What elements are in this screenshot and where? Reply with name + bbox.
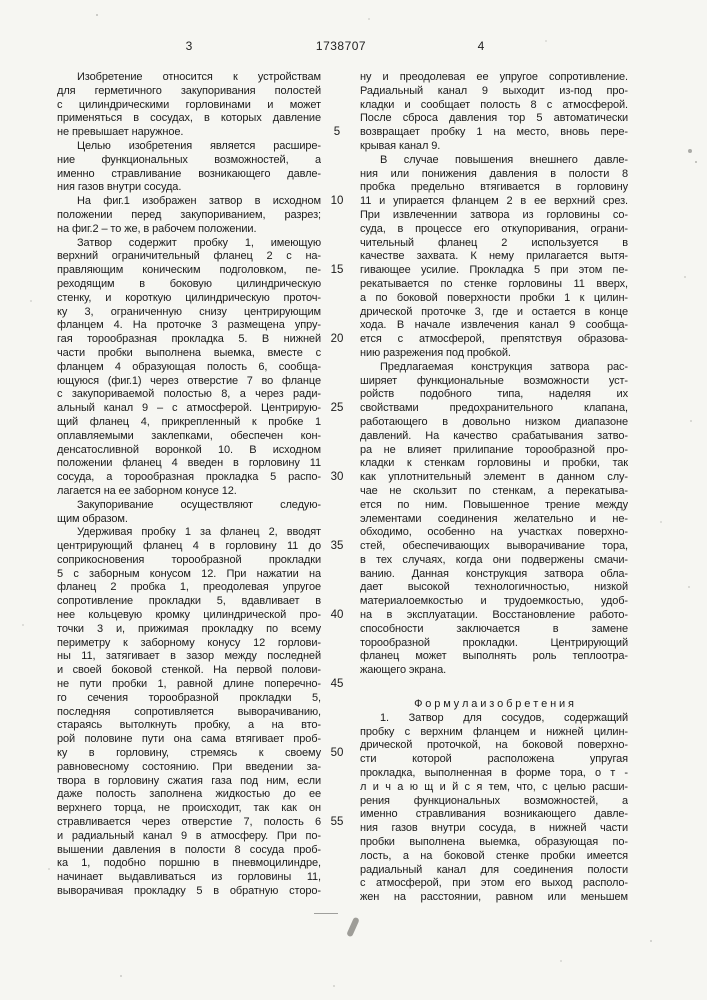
text-line: жен на расстоянии, равном или меньшем bbox=[360, 891, 628, 904]
text-line: щий фланец 4, прикрепленный к пробке 1 bbox=[57, 415, 321, 428]
text-line: лость, а на боковой стенке пробки имеется bbox=[360, 849, 628, 862]
text-line: ку в горловину, стремясь к своему bbox=[57, 747, 321, 760]
text-line: ния или понижения давления в полости 8 bbox=[360, 167, 628, 180]
text-line: стенку, и короткую цилиндрическую проточ- bbox=[57, 291, 321, 304]
line-number: 45 bbox=[330, 678, 344, 691]
text-line: выворачивая прокладку 5 в обратную сторо- bbox=[57, 885, 321, 898]
text-line: способности заключается в замене bbox=[360, 622, 628, 635]
text-line: нию разрежения под пробкой. bbox=[360, 346, 511, 359]
text-line: суда, в процессе его откупоривания, ограни- bbox=[360, 222, 628, 235]
text-line: нее кольцевую кромку цилиндрической про- bbox=[57, 609, 321, 622]
text-line: даже полость заполнена жидкостью до ее bbox=[57, 788, 321, 801]
section-heading bbox=[360, 698, 628, 712]
paragraph bbox=[57, 526, 321, 899]
text-line: ку 3, ограниченную снизу центрирующим bbox=[57, 305, 321, 318]
text-line: л и ч а ю щ и й с я тем, что, с целью расши- bbox=[360, 780, 628, 793]
text-line: Предлагаемая конструкция затвора рас- bbox=[380, 360, 628, 373]
text-line: возвращает пробку 1 на место, вновь пере- bbox=[360, 126, 628, 139]
text-line: Радиальный канал 9 выходит из-под про- bbox=[360, 84, 628, 97]
text-line: последняя сопротивляется выворачиванию, bbox=[57, 705, 321, 718]
text-line: прокладка, выполненная в форме тора, о т - bbox=[360, 767, 628, 780]
text-line: с цилиндрическими горловинами и может bbox=[57, 98, 321, 111]
text-line: ние функциональных возможностей, а bbox=[57, 153, 321, 166]
text-line: для герметичного закупоривания полостей bbox=[57, 84, 321, 97]
text-line: стей, обеспечивающих выворачивание тора, bbox=[360, 540, 628, 553]
text-line: Ф о р м у л а и з о б р е т е н и я bbox=[414, 698, 574, 711]
text-line: пробку с верхним фланцем и нижней цилин- bbox=[360, 725, 628, 738]
paragraph bbox=[360, 71, 628, 154]
text-line: равновесному состоянию. При введении за- bbox=[57, 760, 321, 773]
text-line: с закупориваемой полостью 8, а через ради- bbox=[57, 388, 321, 401]
line-number: 15 bbox=[330, 264, 344, 277]
scan-ink-mark bbox=[346, 917, 360, 938]
text-line: ется по ним. Повышенное трение между bbox=[360, 498, 628, 511]
text-line: хода. В начале извлечения канал 9 сообща- bbox=[360, 319, 628, 332]
line-number: 50 bbox=[330, 747, 344, 760]
text-column-left bbox=[57, 71, 321, 899]
line-number: 25 bbox=[330, 402, 344, 415]
text-line: альный канал 9 – с атмосферой. Центрирую- bbox=[57, 402, 321, 415]
text-line: На фиг.1 изображен затвор в исходном bbox=[77, 195, 321, 208]
line-number: 40 bbox=[330, 609, 344, 622]
text-line: именно стравливание возникающего давле- bbox=[57, 167, 321, 180]
text-line: кладки и сообщает полость 8 с атмосферой. bbox=[360, 98, 628, 111]
text-line: сопротивление прокладки 5, вдавливает в bbox=[57, 595, 321, 608]
text-line: верхний ограничительный фланец 2 с на- bbox=[57, 250, 321, 263]
text-line: положении фланец 4 введен в горловину 11 bbox=[57, 457, 321, 470]
text-line: на фиг.2 – то же, в рабочем положении. bbox=[57, 222, 257, 235]
patent-number: 1738707 bbox=[315, 39, 367, 53]
text-line: не пути пробки 1, равной длине поперечно- bbox=[57, 678, 321, 691]
paragraph bbox=[57, 499, 321, 527]
text-line: твора в горловину сжатия газа под ним, если bbox=[57, 774, 321, 787]
text-line: фланец 2 пробка 1, преодолевая упругое bbox=[57, 581, 321, 594]
text-line: торообразной прокладки. Центрирующий bbox=[360, 636, 628, 649]
text-line: ширяет функциональные возможности уст- bbox=[360, 374, 628, 387]
text-line: точки 3 и, прижимая прокладку по всему bbox=[57, 622, 321, 635]
text-line: ны 11, затягивает в зазор между последней bbox=[57, 650, 321, 663]
text-line: В случае повышения внешнего давле- bbox=[380, 153, 628, 166]
text-line: сти которой расположена упругая bbox=[360, 753, 628, 766]
text-column-right bbox=[360, 71, 628, 905]
text-line: соприкосновения торообразной прокладки bbox=[57, 553, 321, 566]
text-line: жающего экрана. bbox=[360, 664, 447, 677]
text-line: гивающее усилие. Прокладка 5 при этом пе- bbox=[360, 264, 628, 277]
text-line: рой половине пути она сама втягивает проб- bbox=[57, 733, 321, 746]
text-line: щим образом. bbox=[57, 512, 128, 525]
text-line: крывая канал 9. bbox=[360, 139, 441, 152]
paragraph bbox=[360, 154, 628, 361]
text-line: дрической проточкой, на боковой поверхно- bbox=[360, 739, 628, 752]
text-line: ра не влияет прилипание торообразной про- bbox=[360, 443, 628, 456]
line-number: 10 bbox=[330, 195, 344, 208]
text-line: ния газов внутри сосуда, в нижней части bbox=[360, 822, 628, 835]
text-line: Целью изобретения является расшире- bbox=[77, 139, 321, 152]
text-line: качестве захвата. К нему прилагается вытя- bbox=[360, 250, 628, 263]
line-number: 20 bbox=[330, 333, 344, 346]
text-line: После сброса давления тор 5 автоматически bbox=[360, 112, 628, 125]
paragraph bbox=[57, 195, 321, 236]
text-line: Закупоривание осуществляют следую- bbox=[77, 498, 321, 511]
paragraph bbox=[57, 237, 321, 499]
text-line: свойствами предохранительного клапана, bbox=[360, 402, 628, 415]
text-line: ройств подобного типа, наделяя их bbox=[360, 388, 628, 401]
page-number-right: 4 bbox=[477, 39, 485, 53]
text-line: стараясь вытолкнуть пробку, а на вто- bbox=[57, 719, 321, 732]
text-line: именно стравливания возникающего давле- bbox=[360, 808, 628, 821]
text-line: обходимо, особенно на участках поверхно- bbox=[360, 526, 628, 539]
text-line: Удерживая пробку 1 за фланец 2, вводят bbox=[77, 526, 321, 539]
text-line: с атмосферой, при этом его выход располо- bbox=[360, 877, 628, 890]
text-line: чительный фланец 2 используется в bbox=[360, 236, 628, 249]
text-line: в тех случаях, когда они подвержены смачи- bbox=[360, 553, 628, 566]
line-number: 35 bbox=[330, 540, 344, 553]
text-line: и своей боковой стенкой. На первой полови- bbox=[57, 664, 321, 677]
text-line: стравливается через отверстие 7, полость 6 bbox=[57, 816, 321, 829]
text-line: сосуда, а торообразная прокладка 5 распо- bbox=[57, 471, 321, 484]
text-line: фланцем 4. На проточке 3 размещена упру- bbox=[57, 319, 321, 332]
text-line: верхнего торца, не происходит, так как он bbox=[57, 802, 321, 815]
paragraph bbox=[57, 71, 321, 140]
text-line: 11 и упирается фланцем 2 в ее верхний срез. bbox=[360, 195, 628, 208]
text-line: кладки к стенкам горловины и пробки, так bbox=[360, 457, 628, 470]
text-line: как уплотнительный элемент в данном слу- bbox=[360, 471, 628, 484]
text-line: фланец может выполнять роль теплоотра- bbox=[360, 650, 628, 663]
text-line: 1. Затвор для сосудов, содержащий bbox=[380, 711, 628, 724]
text-line: центрирующий фланец 4 в горловину 11 до bbox=[57, 540, 321, 553]
text-line: ется с атмосферой, препятствуя образова- bbox=[360, 333, 628, 346]
line-number: 5 bbox=[333, 126, 341, 139]
line-number-gutter bbox=[324, 71, 350, 901]
text-line: рекатывается по стенке горловины 11 вверх, bbox=[360, 277, 628, 290]
text-line: реходящим в боковую цилиндрическую bbox=[57, 277, 321, 290]
text-line: фланцем 4 образующая полость 6, сообща- bbox=[57, 360, 321, 373]
text-line: а по боковой поверхности пробки 1 к цилин- bbox=[360, 291, 628, 304]
line-number: 55 bbox=[330, 816, 344, 829]
text-line: дает высокой технологичностью, низкой bbox=[360, 581, 628, 594]
text-line: ния газов внутри сосуда. bbox=[57, 181, 182, 194]
text-line: вышении давления в полости 8 сосуда проб- bbox=[57, 843, 321, 856]
text-line: го сечения торообразной прокладки 5, bbox=[57, 691, 321, 704]
text-line: денсатосливной воронкой 10. В исходном bbox=[57, 443, 321, 456]
text-line: пробка предельно втягивается в горловину bbox=[360, 181, 628, 194]
text-line: и радиальный канал 9 в атмосферу. При по- bbox=[57, 829, 321, 842]
text-line: работающего в довольно низком диапазоне bbox=[360, 415, 628, 428]
text-line: давлений. На качество срабатывания затво- bbox=[360, 429, 628, 442]
scan-speckles bbox=[0, 0, 2, 2]
paragraph bbox=[360, 361, 628, 678]
text-line: дрической проточке 3, где и остается в конце bbox=[360, 305, 628, 318]
text-line: чае не скользит по стенкам, а перекатыва- bbox=[360, 484, 628, 497]
text-line: элементами соединения желательно и не- bbox=[360, 512, 628, 525]
text-line: 5 с заборным конусом 12. При нажатии на bbox=[57, 567, 321, 580]
text-line: пробки выполнена выемка, образующая по- bbox=[360, 836, 628, 849]
text-line: Затвор содержит пробку 1, имеющую bbox=[77, 236, 321, 249]
text-line: оплавляемыми заклепками, обеспечен кон- bbox=[57, 429, 321, 442]
text-line: материалоемкостью и трудоемкостью, удоб- bbox=[360, 595, 628, 608]
scan-underline-artifact bbox=[314, 913, 338, 914]
text-line: начинает выдавливаться из горловины 11, bbox=[57, 871, 321, 884]
paragraph bbox=[57, 140, 321, 195]
text-line: Изобретение относится к устройствам bbox=[77, 71, 321, 83]
text-line: ка 1, подобно поршню в пневмоцилиндре, bbox=[57, 857, 321, 870]
text-line: части пробки выполнена выемка, вместе с bbox=[57, 346, 321, 359]
text-line: периметру к заборному конусу 12 горлови- bbox=[57, 636, 321, 649]
text-line: радиальный канал для соединения полости bbox=[360, 863, 628, 876]
line-number: 30 bbox=[330, 471, 344, 484]
text-line: ющуюся (фиг.1) через отверстие 7 во фланце bbox=[57, 374, 321, 387]
text-line: ну и преодолевая ее упругое сопротивление. bbox=[360, 71, 628, 83]
text-line: При извлеченнии затвора из горловины со- bbox=[360, 208, 628, 221]
text-line: на в эксплуатации. Восстановление работо- bbox=[360, 609, 628, 622]
page-number-left: 3 bbox=[185, 39, 193, 53]
text-line: правляющим коническим подголовком, пе- bbox=[57, 264, 321, 277]
text-line: лагается на ее заборном конусе 12. bbox=[57, 484, 237, 497]
paragraph bbox=[360, 712, 628, 905]
text-line: положении перед закупориванием, разрез; bbox=[57, 208, 321, 221]
text-line: рения функциональных возможностей, а bbox=[360, 794, 628, 807]
text-line: не превышает наружное. bbox=[57, 126, 184, 139]
text-line: ванию. Данная конструкция затвора обла- bbox=[360, 567, 628, 580]
text-line: гая торообразная прокладка 5. В нижней bbox=[57, 333, 321, 346]
text-line: применяться в сосудах, в которых давление bbox=[57, 112, 321, 125]
